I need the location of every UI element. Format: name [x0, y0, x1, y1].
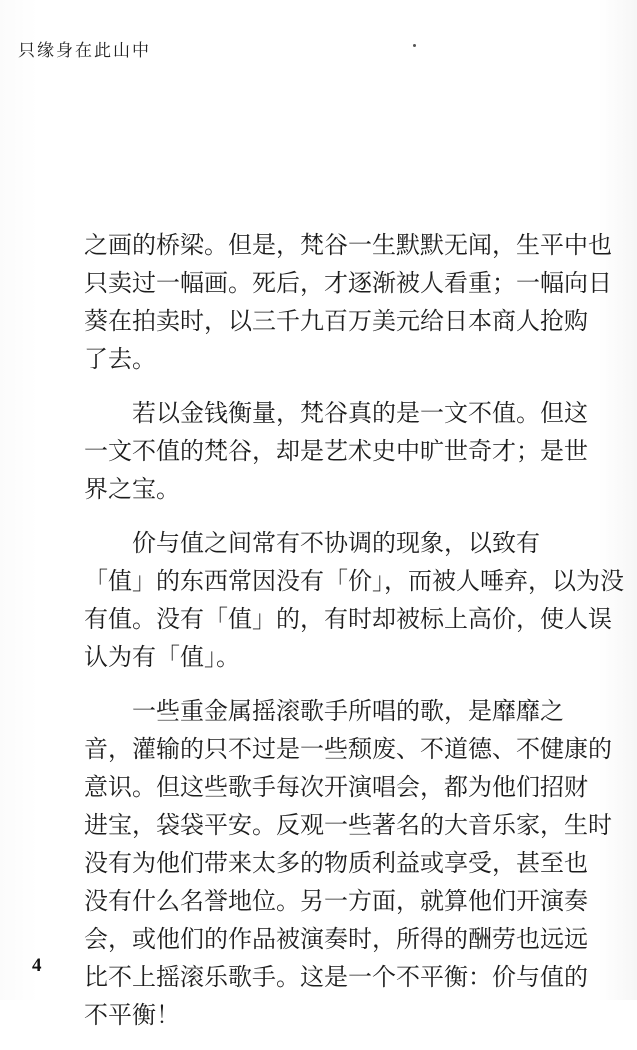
text-line: 之画的桥梁。但是，梵谷一生默默无闻，生平中也 — [84, 231, 612, 259]
text-line: 认为有「值」。 — [84, 643, 240, 671]
body-text — [84, 226, 624, 1050]
text-line: 没有什么名誉地位。另一方面，就算他们开演奏 — [84, 887, 588, 915]
running-head-title: 只缘身在此山中 — [18, 41, 151, 61]
text-line: 进宝，袋袋平安。反观一些著名的大音乐家，生时 — [84, 811, 612, 839]
paragraph-4 — [84, 692, 612, 1034]
text-line: 「值」的东西常因没有「价」，而被人唾弃，以为没 — [84, 567, 624, 595]
text-line: 了去。 — [84, 345, 156, 373]
text-line: 意识。但这些歌手每次开演唱会，都为他们招财 — [84, 773, 588, 801]
scan-speck — [413, 44, 416, 47]
paragraph-3 — [84, 524, 624, 676]
text-line: 比不上摇滚乐歌手。这是一个不平衡：价与值的 — [84, 963, 588, 991]
text-line: 不平衡！ — [84, 1001, 180, 1029]
text-line: 没有为他们带来太多的物质利益或享受，甚至也 — [84, 849, 588, 877]
text-line: 只卖过一幅画。死后，才逐渐被人看重；一幅向日 — [84, 269, 612, 297]
paragraph-2 — [84, 394, 612, 508]
text-line: 一些重金属摇滚歌手所唱的歌，是靡靡之 — [84, 697, 564, 725]
text-line: 葵在拍卖时，以三千九百万美元给日本商人抢购 — [84, 307, 588, 335]
paragraph-1 — [84, 226, 612, 378]
text-line: 有值。没有「值」的，有时却被标上高价，使人误 — [84, 605, 612, 633]
text-line: 界之宝。 — [84, 475, 180, 503]
text-line: 音，灌输的只不过是一些颓废、不道德、不健康的 — [84, 735, 612, 763]
text-line: 价与值之间常有不协调的现象，以致有 — [84, 529, 540, 557]
text-line: 一文不值的梵谷，却是艺术史中旷世奇才；是世 — [84, 437, 588, 465]
text-line: 若以金钱衡量，梵谷真的是一文不值。但这 — [84, 399, 588, 427]
text-line: 会，或他们的作品被演奏时，所得的酬劳也远远 — [84, 925, 588, 953]
page-number: 4 — [32, 955, 42, 976]
